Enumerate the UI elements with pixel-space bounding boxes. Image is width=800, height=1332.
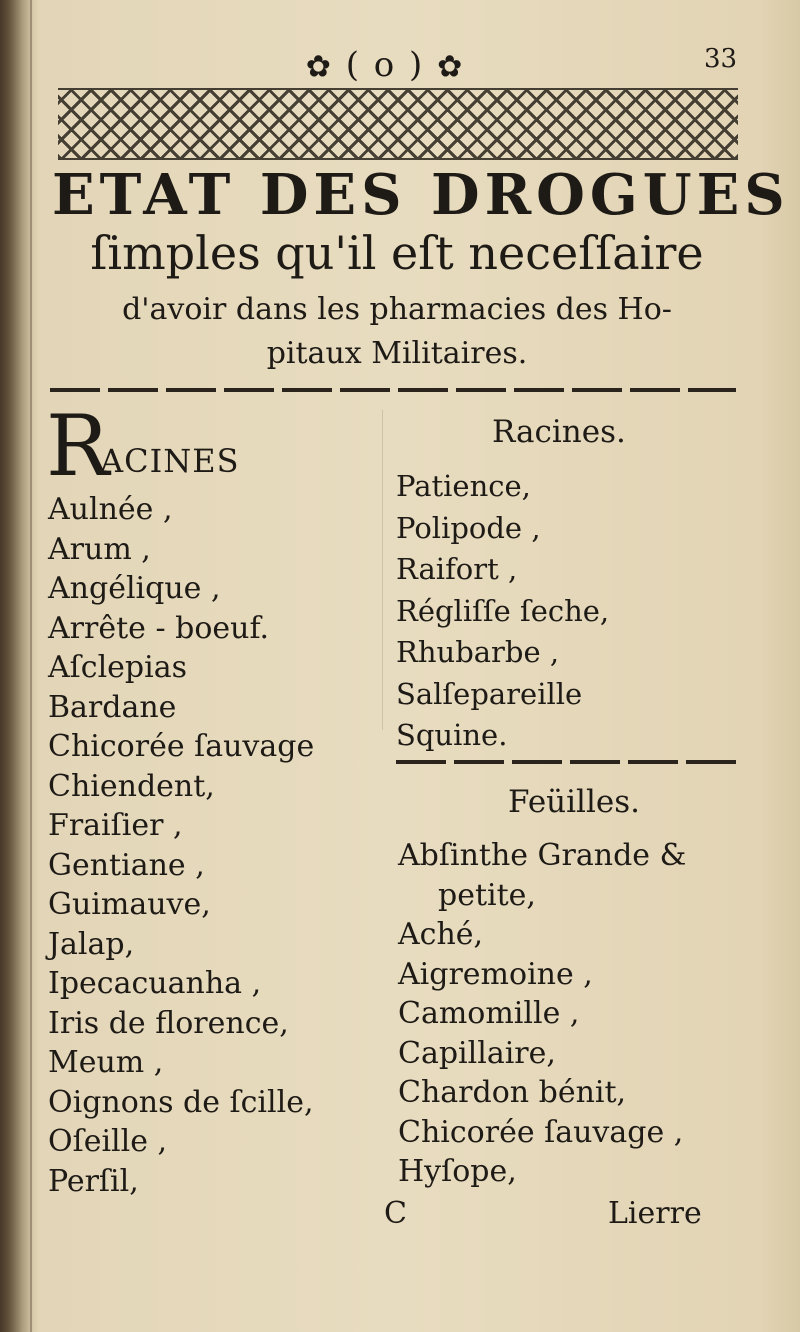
list-item: Patience, bbox=[396, 469, 531, 503]
signature-mark: C bbox=[384, 1196, 407, 1231]
list-item: Salſepareille bbox=[396, 676, 583, 711]
folio-mark: ( o ) bbox=[345, 45, 425, 85]
page-subtitle-line-2: pitaux Militaires. bbox=[266, 336, 528, 371]
list-item: Bardane bbox=[48, 689, 177, 725]
list-item: Rhubarbe , bbox=[396, 635, 560, 669]
page-number: 33 bbox=[704, 44, 738, 74]
catchword: Lierre bbox=[608, 1196, 702, 1231]
list-item: Chicorée ſauvage bbox=[48, 729, 315, 764]
section-divider-rule bbox=[396, 760, 736, 764]
list-item: Squine. bbox=[396, 718, 508, 752]
page-title-line-2: ſimples qu'il eſt neceſſaire bbox=[90, 226, 704, 280]
list-item: Abſinthe Grande & bbox=[398, 838, 687, 873]
list-item: Aché, bbox=[398, 917, 484, 952]
left-section-heading: ACINES bbox=[100, 442, 240, 480]
flower-ornament-icon: ✿ bbox=[305, 49, 333, 85]
running-header bbox=[300, 45, 470, 85]
decorative-headpiece-band bbox=[58, 88, 738, 160]
list-item: Gentiane , bbox=[48, 847, 205, 883]
list-item: Angélique , bbox=[48, 571, 221, 606]
list-item: Capillaire, bbox=[398, 1035, 556, 1071]
list-item: Meum , bbox=[48, 1045, 164, 1080]
list-item: Camomille , bbox=[398, 996, 580, 1031]
right-section-heading-feuilles: Feüilles. bbox=[508, 784, 640, 820]
list-item: Hyſope, bbox=[398, 1154, 517, 1189]
right-section-heading-racines: Racines. bbox=[492, 414, 626, 450]
list-item: Oignons de ſcille, bbox=[48, 1084, 314, 1120]
list-item: Oſeille , bbox=[48, 1124, 168, 1159]
right-column-list-feuilles bbox=[398, 836, 734, 1192]
list-item: Aulnée , bbox=[48, 492, 173, 527]
list-item: Arum , bbox=[48, 531, 151, 567]
flower-ornament-icon: ✿ bbox=[437, 49, 465, 85]
list-item: Fraiſier , bbox=[48, 808, 183, 843]
list-item: Aigremoine , bbox=[398, 956, 593, 992]
column-divider bbox=[382, 410, 383, 730]
list-item: Ipecacuanha , bbox=[48, 966, 262, 1001]
left-column-list bbox=[48, 490, 314, 1201]
list-item: Chicorée ſauvage , bbox=[398, 1114, 684, 1150]
spine-edge bbox=[30, 0, 32, 1332]
list-item: Chardon bénit, bbox=[398, 1075, 627, 1110]
list-item: Chiendent, bbox=[48, 768, 215, 804]
title-divider-rule bbox=[50, 388, 736, 392]
list-item: Polipode , bbox=[396, 510, 541, 545]
list-item: Aſclepias bbox=[48, 650, 187, 685]
list-item: Iris de florence, bbox=[48, 1005, 289, 1041]
list-item: Régliſſe ſeche, bbox=[396, 593, 610, 628]
list-item: petite, bbox=[438, 877, 536, 913]
list-item: Jalap, bbox=[48, 926, 135, 962]
list-item: Perſil, bbox=[48, 1163, 139, 1199]
list-item: Guimauve, bbox=[48, 887, 211, 922]
spine-shadow bbox=[0, 0, 34, 1332]
page-subtitle-line-1: d'avoir dans les pharmacies des Ho- bbox=[122, 292, 672, 327]
page-title: ETAT DES DROGUES bbox=[52, 162, 790, 228]
right-column-list-racines bbox=[396, 466, 609, 757]
list-item: Raifort , bbox=[396, 552, 518, 586]
drop-cap: R bbox=[46, 397, 110, 495]
list-item: Arrête - boeuf. bbox=[48, 610, 270, 646]
